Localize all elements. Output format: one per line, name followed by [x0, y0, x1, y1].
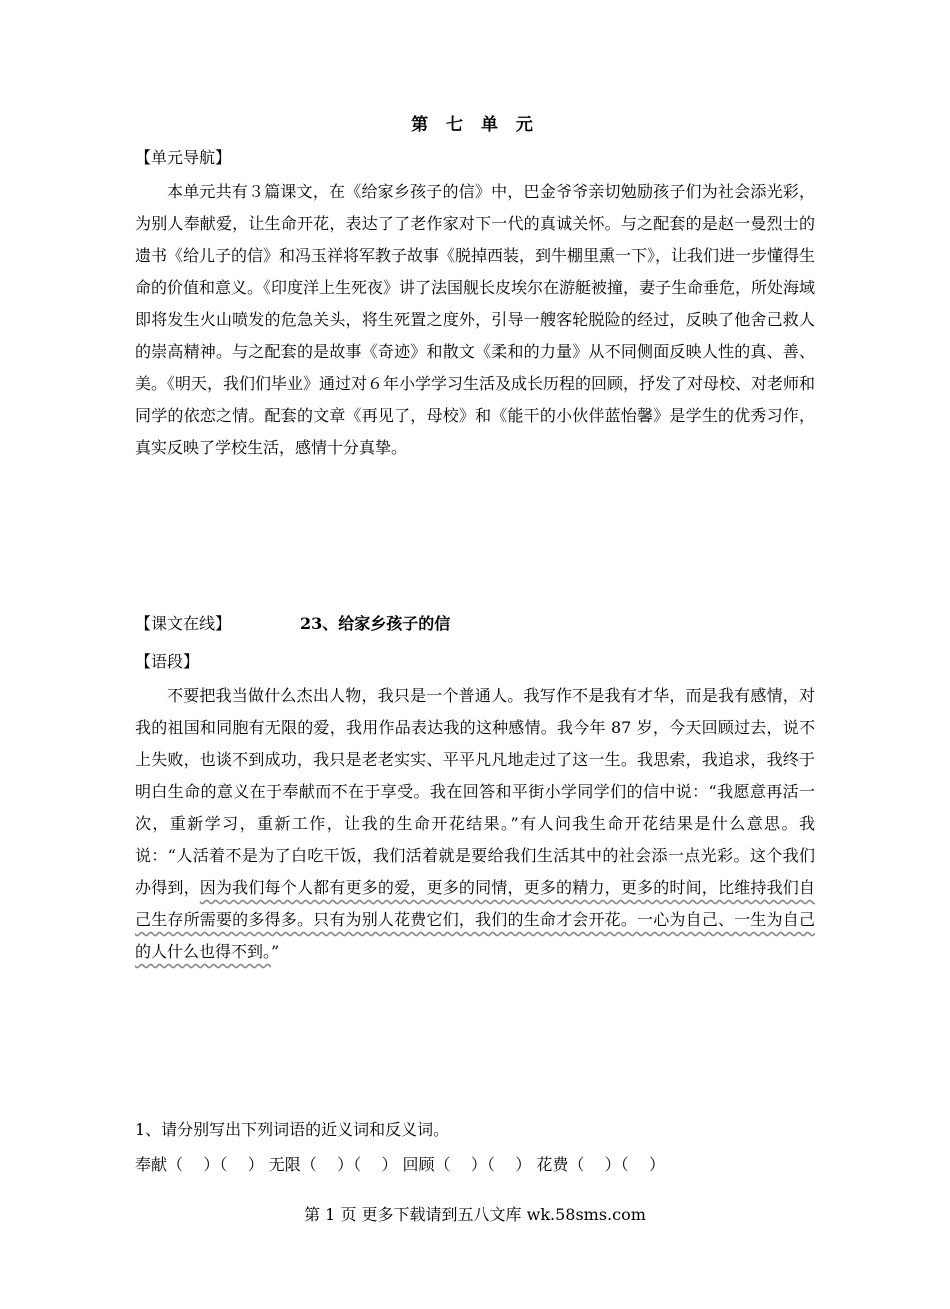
lesson-title: 23、给家乡孩子的信 [300, 614, 451, 633]
page-footer: 第 1 页 更多下载请到五八文库 wk.58sms.com [304, 1205, 646, 1224]
unit-nav-paragraph: 本单元共有３篇课文，在《给家乡孩子的信》中，巴金爷爷亲切勉励孩子们为社会添光彩，为别人奉献爱，让生命开花，表达了了老作家对下一代的真诚关怀。与之配套的是赵一曼烈士的遗书《给儿子的信》和冯玉祥将军教子故事《脱掉西装，到牛棚里熏一下》，让我们进一步懂得生命的价值和意义。《印度洋上生死夜》讲了法国舰长皮埃尔在游艇被撞，妻子生命垂危，所处海域即将发生火山喷发的危急关头，将生死置之度外，引导一艘客轮脱险的经过，反映了他舍己救人的崇高精神。与之配套的是故事《奇迹》和散文《柔和的力量》从不同侧面反映人性的真、善、美。《明天，我们们毕业》通过对６年小学学习生活及成长历程的回顾，抒发了对母校、对老师和同学的依恋之情。配套的文章《再见了，母校》和《能干的小伙伴蓝怡馨》是学生的优秀习作，真实反映了学校生活，感情十分真挚。 [135, 182, 816, 457]
passage-end-quote: ” [271, 942, 280, 961]
passage-underlined-text: 因为我们每个人都有更多的爱，更多的同情，更多的精力，更多的时间，比维持我们自己生存所需要的多得多。只有为别人花费它们，我们的生命才会开花。一心为自己、一生为自己的人什么也得不到。 [135, 878, 815, 961]
question-1: 1、请分别写出下列词语的近义词和反义词。 [135, 1120, 450, 1139]
passage-paragraph [135, 680, 815, 968]
lesson-online-label: 【课文在线】 [135, 614, 232, 633]
passage-label: 【语段】 [135, 652, 200, 671]
passage-text: 不要把我当做什么杰出人物，我只是一个普通人。我写作不是我有才华，而是我有感情，对我的祖国和同胞有无限的爱，我用作品表达我的这种感情。我今年 87 岁，今天回顾过去，说不上失败，也谈不到成功，我只是老老实实、平平凡凡地走过了这一生。我思索，我追求，我终于明白生命的意义在于奉献而不在于享受。我在回答和平街小学同学们的信中说：“我愿意再活一次，重新学习，重新工作，让我的生命开花结果。”有人问我生命开花结果是什么意思。我说：“人活着不是为了白吃干饭，我们活着就是要给我们生活其中的社会添一点光彩。这个我们办得到， [135, 686, 815, 897]
question-1-items: 奉献（ ）（ ） 无限（ ）（ ） 回顾（ ）（ ） 花费（ ）（ ） [135, 1155, 666, 1174]
unit-nav-label: 【单元导航】 [135, 148, 232, 167]
unit-title: 第 七 单 元 [411, 115, 539, 135]
